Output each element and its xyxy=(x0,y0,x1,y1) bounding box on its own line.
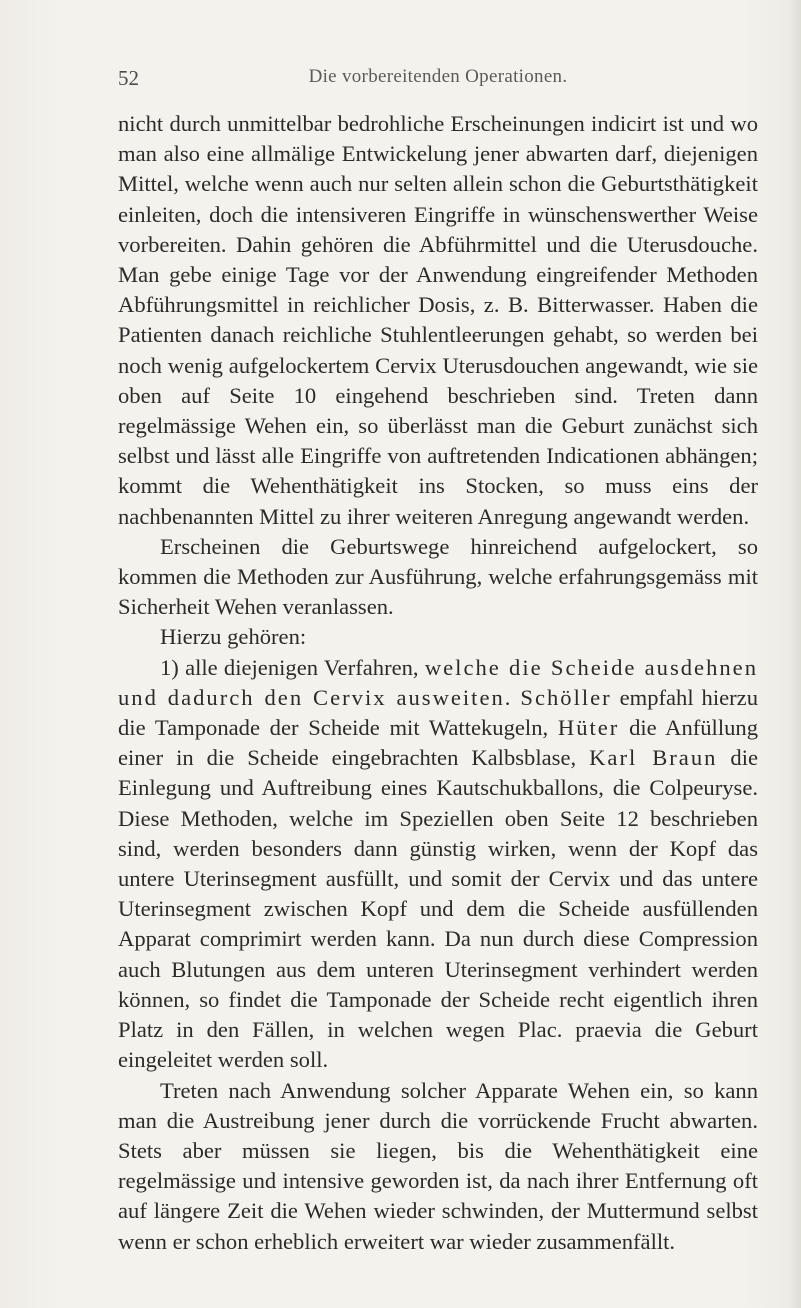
list-number: 1) xyxy=(160,654,179,680)
list-middle-2: die Anfüllung einer in die Scheide eingebrachten Kalbsblase, xyxy=(118,715,759,771)
page-edge-shadow xyxy=(787,0,801,1308)
list-lead: alle diejenigen Verfahren, xyxy=(185,654,419,680)
paragraph-2: Erscheinen die Geburtswege hinreichend aufgelockert, so kommen die Methoden zur Ausführung, welche erfahrungsgemäss mit Sicherheit Wehen veranlassen. xyxy=(118,533,758,620)
spaced-emphasis: welche die Scheide ausdehnen und dadurch den Cervix ausweiten. xyxy=(118,654,759,710)
author-name: Karl Braun xyxy=(589,745,718,771)
body-text xyxy=(118,109,758,1257)
author-name: Hüter xyxy=(557,715,620,741)
paragraph-3: Hierzu gehören: xyxy=(160,624,307,650)
author-name: Schöller xyxy=(520,684,612,710)
running-title: Die vorbereitenden Operationen. xyxy=(308,66,568,87)
list-rest: die Einlegung und Auftreibung eines Kautschukballons, die Colpeuryse. Diese Methoden, welche im Speziellen oben Seite 12 beschrieben sind, werden besonders dann günstig wirken, wenn der Kopf das untere Uterinsegment ausfüllt, und somit der Cervix und das untere Uterinsegment zwischen Kopf und dem die Scheide ausfüllenden Apparat comprimirt werden kann. Da nun durch diese Compression auch Blutungen aus dem unteren Uterinsegment verhindert werden können, so findet die Tamponade der Scheide recht eigentlich ihren Platz in den Fällen, in welchen wegen Plac. praevia die Geburt eingeleitet werden soll. xyxy=(118,745,758,1073)
page-number: 52 xyxy=(118,66,139,90)
page-header xyxy=(118,66,758,94)
paragraph-list-item-1 xyxy=(118,653,758,1076)
paragraph-1: nicht durch unmittelbar bedrohliche Erscheinungen indicirt ist und wo man also eine allmälige Entwickelung jener abwarten darf, diejenigen Mittel, welche wenn auch nur selten allein schon die Geburtsthätigkeit einleiten, doch die intensiveren Eingriffe in wünschenswerther Weise vorbereiten. Dahin gehören die Abführmittel und die Uterusdouche. Man gebe einige Tage vor der Anwendung eingreifender Methoden Abführungsmittel in reichlicher Dosis, z. B. Bitterwasser. Haben die Patienten danach reichliche Stuhlentleerungen gehabt, so werden bei noch wenig aufgelockertem Cervix Uterusdouchen angewandt, wie sie oben auf Seite 10 eingehend beschrieben sind. Treten dann regelmässige Wehen ein, so überlässt man die Geburt zunächst sich selbst und lässt alle Eingriffe von auftretenden Indicationen abhängen; kommt die Wehenthätigkeit ins Stocken, so muss eins der nachbenannten Mittel zu ihrer weiteren Anregung angewandt werden. xyxy=(118,111,758,529)
list-middle-1: empfahl hierzu die Tamponade der Scheide mit Wattekugeln, xyxy=(118,684,758,741)
paragraph-5: Treten nach Anwendung solcher Apparate Wehen ein, so kann man die Austreibung jener durch die vorrückende Frucht abwarten. Stets aber müssen sie liegen, bis die Wehenthätigkeit eine regelmässige und intensive geworden ist, da nach ihrer Entfernung oft auf längere Zeit die Wehen wieder schwinden, der Muttermund selbst wenn er schon erheblich erweitert war wieder zusammenfällt. xyxy=(118,1077,758,1254)
